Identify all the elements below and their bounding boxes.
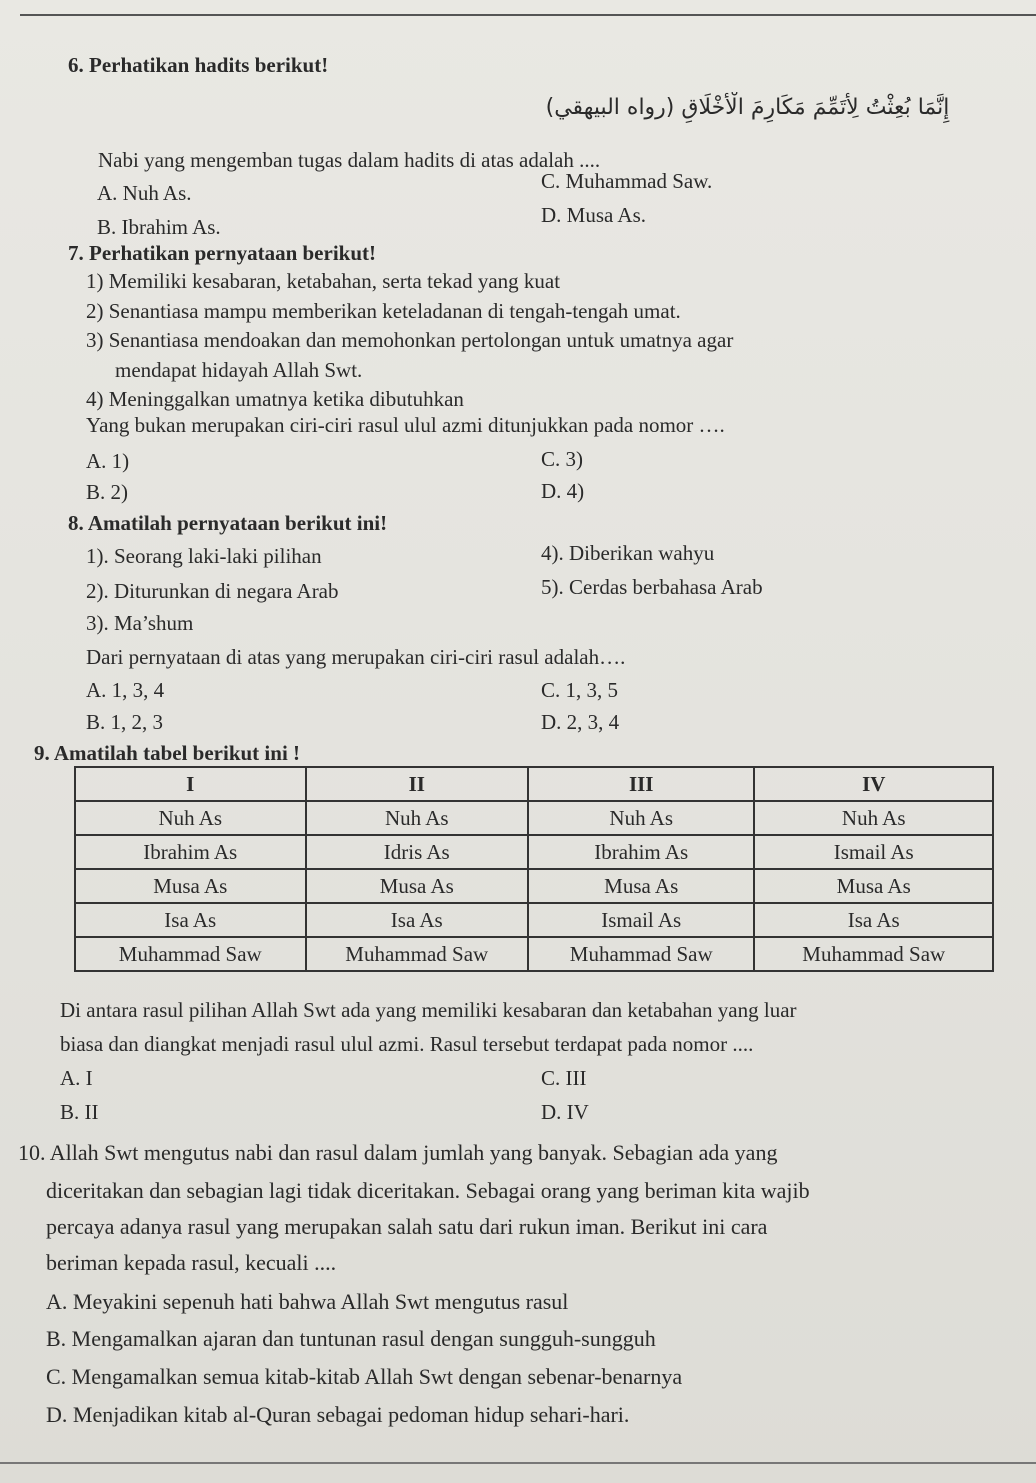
table-row	[75, 903, 993, 937]
q6-option-c[interactable]: C. Muhammad Saw.	[541, 169, 713, 193]
table-cell: Muhammad Saw	[754, 937, 993, 971]
top-rule	[20, 14, 1036, 16]
table-cell: Isa As	[75, 903, 306, 937]
q8-statement-3: 3). Ma’shum	[86, 611, 194, 635]
q10-option-a[interactable]: A. Meyakini sepenuh hati bahwa Allah Swt mengutus rasul	[46, 1289, 569, 1314]
bottom-rule	[0, 1462, 1036, 1464]
q6-heading: 6. Perhatikan hadits berikut!	[68, 53, 329, 77]
q9-option-b[interactable]: B. II	[60, 1100, 99, 1124]
q7-heading: 7. Perhatikan pernyataan berikut!	[68, 241, 377, 265]
table-cell: Isa As	[306, 903, 528, 937]
table-cell: Ismail As	[754, 835, 993, 869]
table-cell: Muhammad Saw	[75, 937, 306, 971]
q6-option-b[interactable]: B. Ibrahim As.	[97, 215, 221, 239]
q9-question-line-1: Di antara rasul pilihan Allah Swt ada yang memiliki kesabaran dan ketabahan yang luar	[60, 998, 797, 1022]
q7-statement-4: 4) Meninggalkan umatnya ketika dibutuhkan	[86, 387, 464, 411]
q7-statement-2: 2) Senantiasa mampu memberikan keteladanan di tengah-tengah umat.	[86, 299, 681, 323]
q9-heading: 9. Amatilah tabel berikut ini !	[34, 741, 301, 765]
q10-question-line-3: percaya adanya rasul yang merupakan salah satu dari rukun iman. Berikut ini cara	[46, 1214, 768, 1239]
q8-heading: 8. Amatilah pernyataan berikut ini!	[68, 511, 388, 535]
q7-option-b[interactable]: B. 2)	[86, 480, 128, 504]
q6-question: Nabi yang mengemban tugas dalam hadits di atas adalah ....	[98, 148, 601, 172]
table-row	[75, 801, 993, 835]
q8-option-b[interactable]: B. 1, 2, 3	[86, 710, 164, 734]
q8-statement-5: 5). Cerdas berbahasa Arab	[541, 575, 763, 599]
table-cell: Nuh As	[528, 801, 754, 835]
q10-option-d[interactable]: D. Menjadikan kitab al-Quran sebagai pedoman hidup sehari-hari.	[46, 1402, 630, 1427]
table-cell: Idris As	[306, 835, 528, 869]
table-row	[75, 835, 993, 869]
q10-option-b[interactable]: B. Mengamalkan ajaran dan tuntunan rasul dengan sungguh-sungguh	[46, 1326, 656, 1351]
table-cell: Ismail As	[528, 903, 754, 937]
table-cell: Musa As	[528, 869, 754, 903]
table-row	[75, 937, 993, 971]
table-cell: Muhammad Saw	[306, 937, 528, 971]
table-cell: Isa As	[754, 903, 993, 937]
q7-option-c[interactable]: C. 3)	[541, 447, 583, 471]
table-cell: Nuh As	[75, 801, 306, 835]
table-header-cell: II	[306, 767, 528, 801]
table-cell: Musa As	[306, 869, 528, 903]
rasul-table	[74, 766, 994, 972]
q6-option-a[interactable]: A. Nuh As.	[97, 181, 192, 205]
q8-statement-4: 4). Diberikan wahyu	[541, 541, 715, 565]
table-cell: Ibrahim As	[75, 835, 306, 869]
table-cell: Ibrahim As	[528, 835, 754, 869]
table-header-cell: IV	[754, 767, 993, 801]
q10-question-line-4: beriman kepada rasul, kecuali ....	[46, 1250, 337, 1275]
q9-option-a[interactable]: A. I	[60, 1066, 93, 1090]
q7-statement-3-cont: mendapat hidayah Allah Swt.	[115, 358, 363, 382]
q7-option-a[interactable]: A. 1)	[86, 449, 130, 473]
q10-question-line-1: 10. Allah Swt mengutus nabi dan rasul dalam jumlah yang banyak. Sebagian ada yang	[18, 1140, 778, 1165]
table-cell: Muhammad Saw	[528, 937, 754, 971]
q7-statement-1: 1) Memiliki kesabaran, ketabahan, serta tekad yang kuat	[86, 269, 561, 293]
q9-question-line-2: biasa dan diangkat menjadi rasul ulul azmi. Rasul tersebut terdapat pada nomor ....	[60, 1032, 754, 1056]
table-cell: Musa As	[754, 869, 993, 903]
q8-option-a[interactable]: A. 1, 3, 4	[86, 678, 165, 702]
q6-hadith-arabic: إِنَّمَا بُعِثْتُ لِأُتَمِّمَ مَكَارِمَ الْأَخْلَاقِ (رواه البيهقي)	[545, 95, 950, 120]
q9-option-d[interactable]: D. IV	[541, 1100, 589, 1124]
q8-option-d[interactable]: D. 2, 3, 4	[541, 710, 620, 734]
q7-question: Yang bukan merupakan ciri-ciri rasul ulul azmi ditunjukkan pada nomor ….	[86, 413, 725, 437]
q8-question: Dari pernyataan di atas yang merupakan ciri-ciri rasul adalah….	[86, 645, 626, 669]
table-cell: Nuh As	[306, 801, 528, 835]
q8-option-c[interactable]: C. 1, 3, 5	[541, 678, 619, 702]
table-cell: Nuh As	[754, 801, 993, 835]
q8-statement-2: 2). Diturunkan di negara Arab	[86, 579, 339, 603]
table-header-row	[75, 767, 993, 801]
q10-option-c[interactable]: C. Mengamalkan semua kitab-kitab Allah Swt dengan sebenar-benarnya	[46, 1364, 683, 1389]
q7-option-d[interactable]: D. 4)	[541, 479, 585, 503]
q10-question-line-2: diceritakan dan sebagian lagi tidak diceritakan. Sebagai orang yang beriman kita wajib	[46, 1178, 810, 1203]
q9-option-c[interactable]: C. III	[541, 1066, 587, 1090]
table-header-cell: III	[528, 767, 754, 801]
table-cell: Musa As	[75, 869, 306, 903]
table-row	[75, 869, 993, 903]
table-header-cell: I	[75, 767, 306, 801]
q8-statement-1: 1). Seorang laki-laki pilihan	[86, 544, 322, 568]
q6-option-d[interactable]: D. Musa As.	[541, 203, 647, 227]
q7-statement-3: 3) Senantiasa mendoakan dan memohonkan pertolongan untuk umatnya agar	[86, 328, 734, 352]
